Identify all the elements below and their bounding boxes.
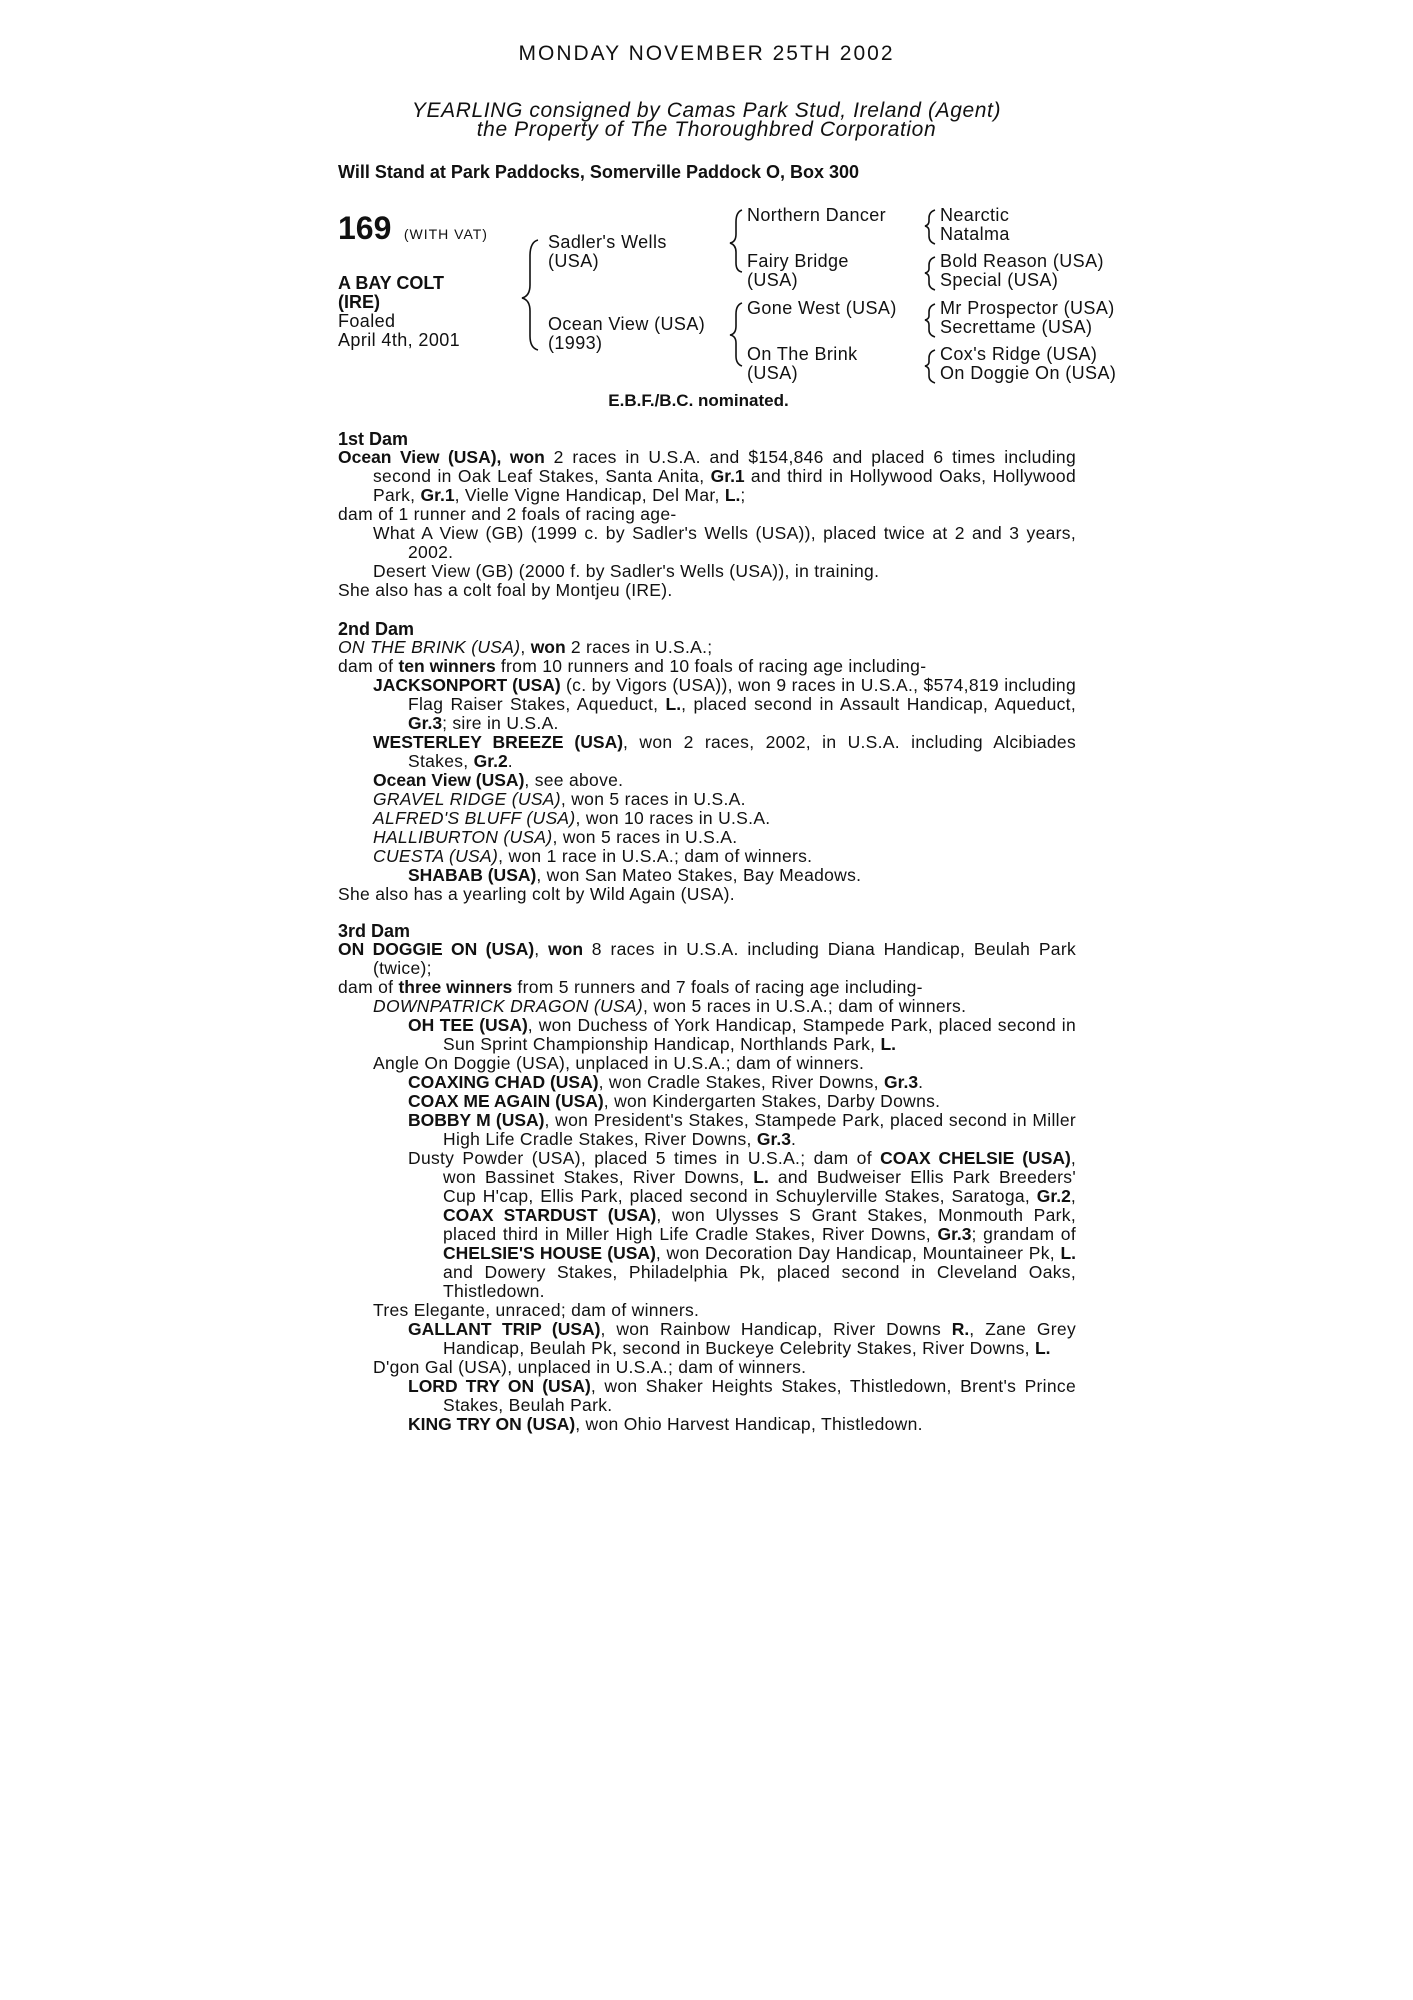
ped-ddd: On Doggie On (USA) — [940, 363, 1117, 383]
text-run: (c. by Vigors (USA)), won 9 races in U.S.A., $574,819 including Flag Raiser Stakes, Aqueduct, — [408, 675, 1076, 714]
grade-badge: Gr.2 — [1036, 1186, 1071, 1206]
text-run: 8 races in U.S.A. including Diana Handicap, Beulah Park (twice); — [373, 939, 1077, 978]
dam-sire: Gone West (USA) — [747, 298, 897, 318]
foal-note: She also has a yearling colt by Wild Again (USA). — [338, 884, 735, 904]
produce-item: D'gon Gal (USA), unplaced in U.S.A.; dam of winners. — [373, 1357, 807, 1377]
text-run: , won Kindergarten Stakes, Darby Downs. — [603, 1091, 941, 1111]
produce-item — [338, 1073, 1076, 1092]
horse-name: GRAVEL RIDGE (USA) — [373, 789, 561, 809]
second-dam-heading: 2nd Dam — [338, 619, 415, 639]
winners-count: three winners — [398, 977, 513, 997]
grade-badge: Gr.3 — [937, 1224, 972, 1244]
produce-item — [338, 1320, 1076, 1358]
text-run: , won Duchess of York Handicap, Stampede Park, placed second in Sun Sprint Championship Handicap, Northlands Park, — [443, 1015, 1076, 1054]
dam-dam: On The Brink — [747, 344, 858, 364]
third-dam-heading: 3rd Dam — [338, 921, 411, 941]
sale-date: MONDAY NOVEMBER 25TH 2002 — [518, 42, 895, 65]
produce-item — [338, 847, 1076, 866]
property-line: the Property of The Thoroughbred Corporation — [476, 118, 937, 141]
horse-name: JACKSONPORT (USA) — [373, 675, 561, 695]
text-run: Dusty Powder (USA), placed 5 times in U.S.A.; dam of — [408, 1148, 881, 1168]
nomination-note: E.B.F./B.C. nominated. — [608, 391, 789, 410]
grade-badge: Gr.3 — [756, 1129, 791, 1149]
first-dam-heading: 1st Dam — [338, 429, 409, 449]
grade-badge: Gr.1 — [710, 466, 745, 486]
stand-location: Will Stand at Park Paddocks, Somerville Paddock O, Box 300 — [338, 162, 860, 182]
text-run: dam of — [338, 656, 399, 676]
text-run: , won Ohio Harvest Handicap, Thistledown. — [575, 1414, 923, 1434]
horse-name: GALLANT TRIP (USA) — [408, 1319, 601, 1339]
winners-count: ten winners — [398, 656, 496, 676]
produce-item — [338, 1415, 1076, 1434]
horse-name: CHELSIE'S HOUSE (USA) — [443, 1243, 656, 1263]
text-run: dam of — [338, 977, 399, 997]
listed-badge: L. — [753, 1167, 769, 1187]
text-run: . — [507, 751, 513, 771]
ped-dsd: Secrettame (USA) — [940, 317, 1093, 337]
horse-name: COAX ME AGAIN (USA) — [408, 1091, 604, 1111]
sire-name: Sadler's Wells — [548, 232, 667, 252]
horse-name: ON DOGGIE ON (USA) — [338, 939, 535, 959]
produce-item — [338, 1149, 1076, 1301]
text-run: , won 5 races in U.S.A. — [552, 827, 738, 847]
text-run: , — [1070, 1186, 1076, 1206]
horse-name: COAX STARDUST (USA) — [443, 1205, 657, 1225]
text-run: , won 1 race in U.S.A.; dam of winners. — [498, 846, 813, 866]
ped-sds: Bold Reason (USA) — [940, 251, 1104, 271]
first-dam-record: Ocean View (USA), won 2 races in U.S.A. and $154,846 and placed 6 times including second in Oak Leaf Stakes, Santa Anita, Gr.1 and third in Hollywood Oaks, Hollywood Park, Gr.1, Vielle Vigne Handicap, Del Mar, L.; dam of 1 runner and 2 foals of racing age- What A View (GB) (1999 c. by Sadler's Wells (USA)), placed twice at 2 and 3 years, 2002. Desert View (GB) (2000 f. by Sadler's Wells (USA)), in training. She also has a colt foal by Montjeu (IRE). — [338, 447, 1076, 600]
horse-name: SHABAB (USA) — [408, 865, 537, 885]
sire-country: (USA) — [548, 251, 599, 271]
text-run: , won 2 races, 2002, in U.S.A. including Alcibiades Stakes, — [408, 732, 1076, 771]
produce-item: What A View (GB) (1999 c. by Sadler's Wells (USA)), placed twice at 2 and 3 years, 2002. — [373, 523, 1076, 562]
text-run: ; — [740, 485, 746, 505]
third-dam-record: ON DOGGIE ON (USA), won 8 races in U.S.A. including Diana Handicap, Beulah Park (twice); dam of three winners from 5 runners and 7 foals of racing age including- DOWNPATRICK DRAGON (USA), won 5 races in U.S.A.; dam of winners. OH TEE (USA), won Duchess of York Handicap, Stampede Park, placed second in Sun Sprint Championship Handicap, Northlands Park, L. Angle On Doggie (USA), unplaced in U.S.A.; dam of winners. COAXING CHAD (USA), won Cradle Stakes, River Downs, Gr.3. COAX ME AGAIN (USA), won Kindergarten Stakes, Darby Downs. BOBBY M (USA), won President's Stakes, Stampede Park, placed second in Miller High Life Cradle Stakes, River Downs, Gr.3. Dusty Powder (USA), placed 5 times in U.S.A.; dam of COAX CHELSIE (USA), won Bassinet Stakes, River Downs, L. and Budweiser Ellis Park Breeders' Cup H'cap, Ellis Park, placed second in Schuylerville Stakes, Saratoga, Gr.2, COAX STARDUST (USA), won Ulysses S Grant Stakes, Monmouth Park, placed third in Miller High Life Cradle Stakes, River Downs, Gr.3; grandam of CHELSIE'S HOUSE (USA), won Decoration Day Handicap, Mountaineer Pk, L. and Dowery Stakes, Philadelphia Pk, placed second in Cleveland Oaks, Thistledown. Tres Elegante, unraced; dam of winners. GALLANT TRIP (USA), won Rainbow Handicap, River Downs R., Zane Grey Handicap, Beulah Pk, second in Buckeye Celebrity Stakes, River Downs, L. D'gon Gal (USA), unplaced in U.S.A.; dam of winners. LORD TRY ON (USA), won Shaker Heights Stakes, Thistledown, Brent's Prince Stakes, Beulah Park. KING TRY ON (USA), won Ohio Harvest Handicap, Thistledown. — [338, 939, 1077, 1434]
sire-dam: Fairy Bridge — [747, 251, 849, 271]
sire-dam-country: (USA) — [747, 270, 798, 290]
produce-item — [338, 828, 1076, 847]
horse-name: DOWNPATRICK DRAGON (USA) — [373, 996, 644, 1016]
text-run: . — [790, 1129, 797, 1149]
horse-name: HALLIBURTON (USA) — [373, 827, 553, 847]
grade-badge: Gr.3 — [408, 713, 443, 733]
text-run: ; grandam of — [971, 1224, 1077, 1244]
text-run: 2 races in U.S.A.; — [565, 637, 713, 657]
text-run: , won President's Stakes, Stampede Park, placed second in Miller High Life Cradle Stakes, River Downs, — [443, 1110, 1076, 1149]
horse-name: COAX CHELSIE (USA) — [880, 1148, 1071, 1168]
horse-name: Ocean View (USA) — [338, 447, 497, 467]
produce-item — [338, 790, 1076, 809]
consignor-line: YEARLING consigned by Camas Park Stud, Ireland (Agent) — [411, 99, 1002, 122]
horse-name: ON THE BRINK (USA) — [338, 637, 521, 657]
text-run: , Vielle Vigne Handicap, Del Mar, — [454, 485, 725, 505]
produce-item — [338, 997, 1076, 1016]
won-label: won — [530, 637, 566, 657]
text-run: 2 races in U.S.A. and $154,846 and placed 6 times including second in Oak Leaf Stakes, Santa Anita, — [373, 447, 1076, 486]
text-run: , won Bassinet Stakes, River Downs, — [443, 1148, 1077, 1187]
horse-name: ALFRED'S BLUFF (USA) — [373, 808, 576, 828]
vat-note: (WITH VAT) — [403, 226, 488, 242]
grade-badge: Gr.2 — [473, 751, 508, 771]
produce-item: Angle On Doggie (USA), unplaced in U.S.A.; dam of winners. — [373, 1053, 865, 1073]
produce-item — [338, 676, 1076, 733]
ped-dss: Mr Prospector (USA) — [940, 298, 1115, 318]
text-run: and Dowery Stakes, Philadelphia Pk, placed second in Cleveland Oaks, Thistledown. — [443, 1262, 1076, 1301]
listed-badge: L. — [724, 485, 741, 505]
dam-name: Ocean View (USA) — [548, 314, 706, 334]
text-run: , won Cradle Stakes, River Downs, — [598, 1072, 885, 1092]
pedigree-braces — [0, 0, 1413, 400]
grade-badge: Gr.3 — [884, 1072, 919, 1092]
text-run: , won Decoration Day Handicap, Mountaineer Pk, — [655, 1243, 1061, 1263]
text-run: from 10 runners and 10 foals of racing age including- — [495, 656, 927, 676]
won-label: won — [509, 447, 545, 467]
foal-note: She also has a colt foal by Montjeu (IRE). — [338, 580, 673, 600]
produce-item — [338, 809, 1076, 828]
horse-name: COAXING CHAD (USA) — [408, 1072, 599, 1092]
horse-name: CUESTA (USA) — [373, 846, 499, 866]
second-dam-record: ON THE BRINK (USA), won 2 races in U.S.A.; dam of ten winners from 10 runners and 10 foals of racing age including- JACKSONPORT (USA) (c. by Vigors (USA)), won 9 races in U.S.A., $574,819 including Flag Raiser Stakes, Aqueduct, L., placed second in Assault Handicap, Aqueduct, Gr.3; sire in U.S.A. WESTERLEY BREEZE (USA), won 2 races, 2002, in U.S.A. including Alcibiades Stakes, Gr.2. Ocean View (USA), see above. GRAVEL RIDGE (USA), won 5 races in U.S.A. ALFRED'S BLUFF (USA), won 10 races in U.S.A. HALLIBURTON (USA), won 5 races in U.S.A. CUESTA (USA), won 1 race in U.S.A.; dam of winners. SHABAB (USA), won San Mateo Stakes, Bay Meadows. She also has a yearling colt by Wild Again (USA). — [338, 637, 1076, 904]
text-run: and third in Hollywood Oaks, Hollywood Park, — [373, 466, 1076, 505]
produce-item: Desert View (GB) (2000 f. by Sadler's Wells (USA)), in training. — [373, 561, 880, 581]
listed-badge: L. — [665, 694, 682, 714]
text-run: , Zane Grey Handicap, Beulah Pk, second in Buckeye Celebrity Stakes, River Downs, — [443, 1319, 1076, 1358]
sire-sire: Northern Dancer — [747, 205, 887, 225]
listed-badge: L. — [880, 1034, 897, 1054]
ped-sdd: Special (USA) — [940, 270, 1059, 290]
produce-summary: dam of 1 runner and 2 foals of racing age- — [338, 504, 677, 524]
foaled-label: Foaled — [338, 311, 396, 331]
text-run: , won 5 races in U.S.A. — [560, 789, 746, 809]
horse-name: WESTERLEY BREEZE (USA) — [373, 732, 624, 752]
horse-name: BOBBY M (USA) — [408, 1110, 545, 1130]
text-run: , placed second in Assault Handicap, Aqueduct, — [681, 694, 1076, 714]
listed-badge: L. — [1060, 1243, 1076, 1263]
text-run: , won Ulysses S Grant Stakes, Monmouth Park, placed third in Miller High Life Cradle Stakes, River Downs, — [443, 1205, 1076, 1244]
produce-item — [338, 1016, 1076, 1054]
ped-ssd: Natalma — [940, 224, 1010, 244]
text-run: ; sire in U.S.A. — [442, 713, 559, 733]
horse-name: KING TRY ON (USA) — [408, 1414, 576, 1434]
text-run: , won Rainbow Handicap, River Downs — [600, 1319, 952, 1339]
text-run: from 5 runners and 7 foals of racing age including- — [512, 977, 923, 997]
restricted-badge: R. — [951, 1319, 970, 1339]
listed-badge: L. — [1034, 1338, 1051, 1358]
won-label: won — [548, 939, 584, 959]
produce-item — [338, 771, 1076, 790]
ped-dds: Cox's Ridge (USA) — [940, 344, 1098, 364]
horse-name: Ocean View (USA) — [373, 770, 525, 790]
text-run: , won 10 races in U.S.A. — [575, 808, 771, 828]
produce-item — [338, 866, 1076, 885]
text-run: , won 5 races in U.S.A.; dam of winners. — [643, 996, 967, 1016]
dam-year: (1993) — [548, 333, 603, 353]
produce-item: Tres Elegante, unraced; dam of winners. — [373, 1300, 700, 1320]
lot-number: 169 — [338, 210, 392, 246]
text-run: , won Shaker Heights Stakes, Thistledown, Brent's Prince Stakes, Beulah Park. — [443, 1376, 1076, 1415]
text-run: and Budweiser Ellis Park Breeders' Cup H'cap, Ellis Park, placed second in Schuylerville Stakes, Saratoga, — [443, 1167, 1076, 1206]
produce-item — [338, 1377, 1076, 1415]
grade-badge: Gr.1 — [420, 485, 455, 505]
text-run: . — [918, 1072, 924, 1092]
horse-name: OH TEE (USA) — [408, 1015, 528, 1035]
produce-item — [338, 733, 1076, 771]
horse-origin: (IRE) — [338, 292, 380, 312]
produce-item — [338, 1092, 1076, 1111]
produce-item — [338, 1111, 1076, 1149]
text-run: , see above. — [524, 770, 624, 790]
dam-dam-country: (USA) — [747, 363, 798, 383]
ped-sss: Nearctic — [940, 205, 1010, 225]
horse-description: A BAY COLT — [338, 273, 445, 293]
text-run: , won San Mateo Stakes, Bay Meadows. — [536, 865, 862, 885]
foaled-date: April 4th, 2001 — [338, 330, 461, 350]
horse-name: LORD TRY ON (USA) — [408, 1376, 591, 1396]
